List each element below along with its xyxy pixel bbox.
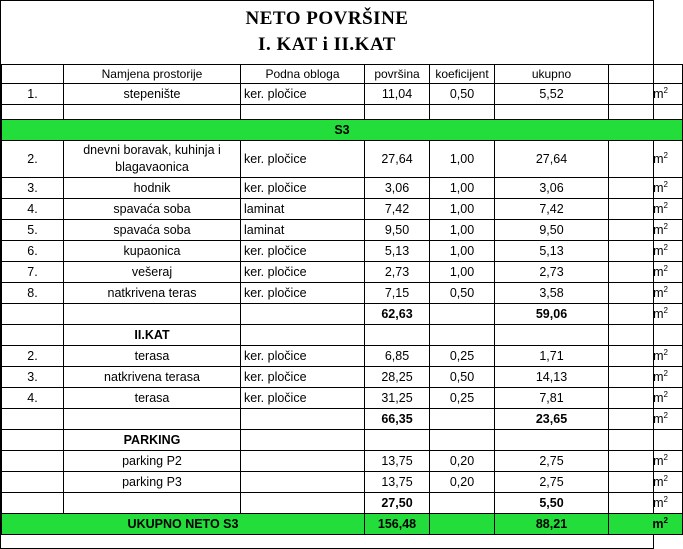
coefficient-value: 1,00 <box>430 220 495 241</box>
header-povrsina: površina <box>365 65 430 84</box>
section-label: II.KAT <box>64 325 241 346</box>
room-name: vešeraj <box>64 262 241 283</box>
table-row <box>2 388 683 409</box>
total-value: 5,52 <box>495 84 609 105</box>
floor-covering: ker. pločice <box>241 346 365 367</box>
room-name: terasa <box>64 388 241 409</box>
header-obloga: Podna obloga <box>241 65 365 84</box>
total-value: 2,75 <box>495 451 609 472</box>
document-subtitle: I. KAT i II.KAT <box>258 34 396 55</box>
unit-m2: $m^2$ <box>609 409 683 430</box>
room-name: hodnik <box>64 178 241 199</box>
unit-m2: $m^2$ <box>609 283 683 304</box>
total-value: 2,73 <box>495 262 609 283</box>
unit-m2: $m^2$ <box>609 388 683 409</box>
row-number: 4. <box>2 199 64 220</box>
room-name: natkrivena terasa <box>64 367 241 388</box>
header-row <box>2 65 683 84</box>
grand-total-label: UKUPNO NETO S3 <box>2 514 365 535</box>
floor-covering: ker. pločice <box>241 84 365 105</box>
subtotal-total: 5,50 <box>495 493 609 514</box>
floor-covering <box>241 472 365 493</box>
table-row <box>2 84 683 105</box>
coefficient-value: 1,00 <box>430 241 495 262</box>
area-value: 28,25 <box>365 367 430 388</box>
room-name: natkrivena teras <box>64 283 241 304</box>
grand-total-row <box>2 514 683 535</box>
area-value: 31,25 <box>365 388 430 409</box>
area-value: 13,75 <box>365 451 430 472</box>
row-number <box>2 472 64 493</box>
section-label: PARKING <box>64 430 241 451</box>
document-title: NETO POVRŠINE <box>245 8 409 29</box>
floor-covering <box>241 451 365 472</box>
table-row <box>2 367 683 388</box>
area-value: 27,64 <box>365 141 430 178</box>
unit-m2: $m^2$ <box>609 304 683 325</box>
area-table <box>1 64 683 535</box>
unit-m2: $m^2$ <box>609 241 683 262</box>
spacer-row <box>2 105 683 120</box>
area-value: 7,15 <box>365 283 430 304</box>
unit-m2: $m^2$ <box>609 514 683 535</box>
coefficient-value: 1,00 <box>430 262 495 283</box>
unit-m2: $m^2$ <box>609 262 683 283</box>
table-row <box>2 283 683 304</box>
total-value: 7,81 <box>495 388 609 409</box>
floor-covering: laminat <box>241 220 365 241</box>
room-name: kupaonica <box>64 241 241 262</box>
floor-covering: ker. pločice <box>241 141 365 178</box>
total-value: 3,06 <box>495 178 609 199</box>
coefficient-value: 0,20 <box>430 451 495 472</box>
subtotal-total: 59,06 <box>495 304 609 325</box>
subtotal-area: 66,35 <box>365 409 430 430</box>
unit-m2: $m^2$ <box>609 199 683 220</box>
floor-covering: ker. pločice <box>241 283 365 304</box>
subtotal-row <box>2 493 683 514</box>
unit-m2: $m^2$ <box>609 141 683 178</box>
row-number: 2. <box>2 346 64 367</box>
room-name: dnevni boravak, kuhinja i blagavaonica <box>64 141 241 178</box>
table-row <box>2 178 683 199</box>
room-name: stepenište <box>64 84 241 105</box>
total-value: 27,64 <box>495 141 609 178</box>
floor-covering: ker. pločice <box>241 262 365 283</box>
row-number: 4. <box>2 388 64 409</box>
header-namjena: Namjena prostorije <box>64 65 241 84</box>
floor-covering: ker. pločice <box>241 367 365 388</box>
unit-m2: $m^2$ <box>609 493 683 514</box>
table-row <box>2 346 683 367</box>
row-number: 6. <box>2 241 64 262</box>
total-value: 14,13 <box>495 367 609 388</box>
subtotal-row <box>2 304 683 325</box>
header-ukupno: ukupno <box>495 65 609 84</box>
section-parking-row <box>2 430 683 451</box>
section-s3-banner <box>2 120 683 141</box>
area-value: 13,75 <box>365 472 430 493</box>
total-value: 9,50 <box>495 220 609 241</box>
table-row <box>2 220 683 241</box>
total-value: 7,42 <box>495 199 609 220</box>
area-value: 9,50 <box>365 220 430 241</box>
unit-m2: $m^2$ <box>609 472 683 493</box>
unit-m2: $m^2$ <box>609 178 683 199</box>
unit-m2: $m^2$ <box>609 346 683 367</box>
area-value: 7,42 <box>365 199 430 220</box>
floor-covering: ker. pločice <box>241 241 365 262</box>
subtotal-total: 23,65 <box>495 409 609 430</box>
row-number: 2. <box>2 141 64 178</box>
grand-total-value: 88,21 <box>495 514 609 535</box>
area-value: 6,85 <box>365 346 430 367</box>
header-koeficijent: koeficijent <box>430 65 495 84</box>
floor-covering: ker. pločice <box>241 178 365 199</box>
coefficient-value: 0,50 <box>430 283 495 304</box>
coefficient-value: 1,00 <box>430 199 495 220</box>
grand-total-area: 156,48 <box>365 514 430 535</box>
unit-m2: $m^2$ <box>609 220 683 241</box>
table-row <box>2 141 683 178</box>
coefficient-value: 0,50 <box>430 367 495 388</box>
coefficient-value: 1,00 <box>430 141 495 178</box>
unit-m2: $m^2$ <box>609 84 683 105</box>
area-value: 3,06 <box>365 178 430 199</box>
area-value: 5,13 <box>365 241 430 262</box>
subtotal-row <box>2 409 683 430</box>
coefficient-value: 0,50 <box>430 84 495 105</box>
row-number: 7. <box>2 262 64 283</box>
row-number: 1. <box>2 84 64 105</box>
total-value: 3,58 <box>495 283 609 304</box>
area-value: 11,04 <box>365 84 430 105</box>
total-value: 5,13 <box>495 241 609 262</box>
row-number: 3. <box>2 178 64 199</box>
total-value: 1,71 <box>495 346 609 367</box>
room-name: terasa <box>64 346 241 367</box>
table-row <box>2 262 683 283</box>
area-value: 2,73 <box>365 262 430 283</box>
section-s3-label: S3 <box>2 120 683 141</box>
coefficient-value: 0,20 <box>430 472 495 493</box>
room-name: spavaća soba <box>64 199 241 220</box>
total-value: 2,75 <box>495 472 609 493</box>
row-number: 8. <box>2 283 64 304</box>
coefficient-value: 1,00 <box>430 178 495 199</box>
row-number: 3. <box>2 367 64 388</box>
coefficient-value: 0,25 <box>430 346 495 367</box>
table-row <box>2 241 683 262</box>
coefficient-value: 0,25 <box>430 388 495 409</box>
subtotal-area: 62,63 <box>365 304 430 325</box>
table-row <box>2 451 683 472</box>
row-number <box>2 451 64 472</box>
subtotal-area: 27,50 <box>365 493 430 514</box>
floor-covering: ker. pločice <box>241 388 365 409</box>
unit-m2: $m^2$ <box>609 451 683 472</box>
table-row <box>2 199 683 220</box>
room-name: parking P2 <box>64 451 241 472</box>
unit-m2: $m^2$ <box>609 367 683 388</box>
floor-covering: laminat <box>241 199 365 220</box>
section-iikat-row <box>2 325 683 346</box>
room-name: spavaća soba <box>64 220 241 241</box>
room-name: parking P3 <box>64 472 241 493</box>
table-row <box>2 472 683 493</box>
row-number: 5. <box>2 220 64 241</box>
